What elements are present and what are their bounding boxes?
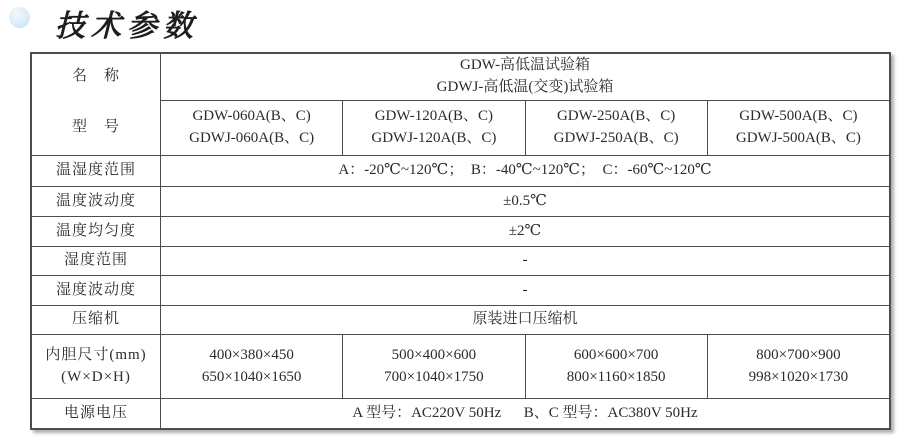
model-120-line2: GDWJ-120A(B、C) xyxy=(371,130,497,146)
dims-060-line2: 650×1040×1650 xyxy=(201,368,302,385)
bullet-icon xyxy=(9,7,30,28)
model-060-line2: GDWJ-060A(B、C) xyxy=(189,130,315,146)
temp-humidity-range-value: A：-20℃~120℃； B：-40℃~120℃； C：-60℃~120℃ xyxy=(160,155,889,186)
power-voltage-label: 电源电压 xyxy=(32,398,160,428)
dimensions-label-cell xyxy=(32,334,160,398)
model-cell-500 xyxy=(707,100,889,155)
temp-uniformity-value: ±2℃ xyxy=(160,216,889,246)
product-name-cell xyxy=(160,54,889,100)
page-title: 技术参数 xyxy=(55,10,199,43)
temp-fluctuation-label: 温度波动度 xyxy=(32,186,160,216)
name-label: 名 称 xyxy=(71,68,120,85)
dims-250-line1: 600×600×700 xyxy=(573,346,659,363)
model-cell-120 xyxy=(342,100,524,155)
page-header xyxy=(0,0,900,46)
model-250-line1: GDW-250A(B、C) xyxy=(556,108,676,125)
dimensions-cell-120 xyxy=(342,334,524,398)
model-cell-060 xyxy=(160,100,342,155)
dims-500-line1: 800×700×900 xyxy=(756,346,841,363)
dimensions-cell-250 xyxy=(525,334,707,398)
humidity-fluctuation-value: - xyxy=(160,275,889,305)
model-060-line1: GDW-060A(B、C) xyxy=(192,108,311,125)
dimensions-cell-060 xyxy=(160,334,342,398)
temp-humidity-range-label: 温湿度范围 xyxy=(32,155,160,186)
model-cell-250 xyxy=(525,100,707,155)
dimensions-label-line2: (W×D×H) xyxy=(61,368,131,385)
product-name-line2: GDWJ-高低温(交变)试验箱 xyxy=(436,79,614,95)
model-250-line2: GDWJ-250A(B、C) xyxy=(553,130,679,146)
dims-120-line1: 500×400×600 xyxy=(391,346,477,363)
product-name-line1: GDW-高低温试验箱 xyxy=(460,57,590,74)
humidity-range-value: - xyxy=(160,246,889,275)
dimensions-label-line1: 内胆尺寸(mm) xyxy=(45,346,147,363)
compressor-value: 原装进口压缩机 xyxy=(160,305,889,334)
humidity-fluctuation-label: 湿度波动度 xyxy=(32,275,160,305)
dims-500-line2: 998×1020×1730 xyxy=(748,368,849,385)
dims-060-line1: 400×380×450 xyxy=(209,346,294,363)
compressor-label: 压缩机 xyxy=(32,305,160,334)
dimensions-cell-500 xyxy=(707,334,889,398)
model-500-line1: GDW-500A(B、C) xyxy=(739,108,858,125)
dims-120-line2: 700×1040×1750 xyxy=(384,368,484,385)
model-label: 型 号 xyxy=(71,118,120,135)
spec-table xyxy=(30,52,891,430)
humidity-range-label: 湿度范围 xyxy=(32,246,160,275)
temp-uniformity-label: 温度均匀度 xyxy=(32,216,160,246)
name-model-label-cell xyxy=(32,54,160,155)
temp-fluctuation-value: ±0.5℃ xyxy=(160,186,889,216)
model-500-line2: GDWJ-500A(B、C) xyxy=(735,130,861,146)
power-voltage-value: A 型号：AC220V 50Hz B、C 型号：AC380V 50Hz xyxy=(160,398,889,428)
model-120-line1: GDW-120A(B、C) xyxy=(374,108,494,125)
dims-250-line2: 800×1160×1850 xyxy=(566,368,666,385)
